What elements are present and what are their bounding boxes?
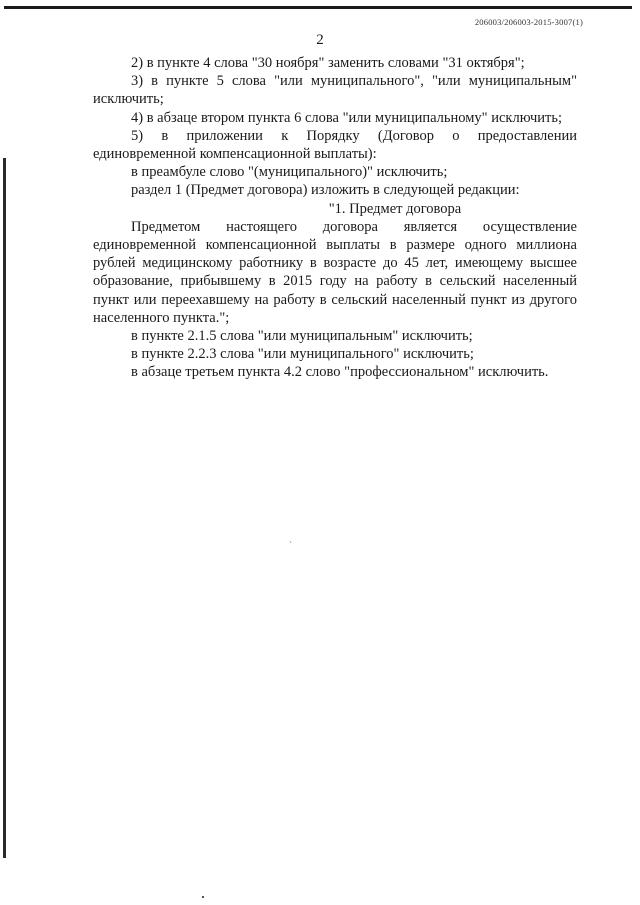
scan-speck: ` [289,540,292,550]
paragraph-item-2: 2) в пункте 4 слова "30 ноября" заменить словами "31 октября"; [131,55,525,71]
section-heading: "1. Предмет договора [328,200,462,217]
paragraph-item-3: 3) в пункте 5 слова "или муниципального", "или муниципальным" исключить; [93,73,577,108]
scan-edge-mark [3,158,6,858]
paragraph-preamble: в преамбуле слово "(муниципального)" исключить; [131,164,448,181]
paragraph-item-4: 4) в абзаце втором пункта 6 слова "или муниципальному" исключить; [131,109,563,126]
paragraph-2-2-3: в пункте 2.2.3 слова "или муниципального" исключить; [131,346,474,363]
top-border-rule [4,6,632,9]
paragraph-section-1: раздел 1 (Предмет договора) изложить в следующей редакции: [131,182,520,199]
paragraph-item-5: 5) в приложении к Порядку (Договор о предоставлении единовременной компенсационной выплаты): [93,127,577,163]
paragraph-4-2: в абзаце третьем пункта 4.2 слово "профессиональном" исключить. [131,364,549,381]
document-code: 206003/206003-2015-3007(1) [474,17,583,27]
scan-dot [202,896,204,898]
paragraph-subject: Предметом настоящего договора является осуществление единовременной компенсационной выплаты в размере одного миллиона рублей медицинскому работнику в возрасте до 45 лет, имеющему высшее образование, прибывшему в 2015 году на работу в сельский населенный пункт или переехавшему на работу в сельский населенный пункт из другого населенного пункта."; [93,218,577,326]
paragraph-2-1-5: в пункте 2.1.5 слова "или муниципальным" исключить; [131,328,473,345]
page-number: 2 [316,32,324,48]
document-body [93,54,577,382]
